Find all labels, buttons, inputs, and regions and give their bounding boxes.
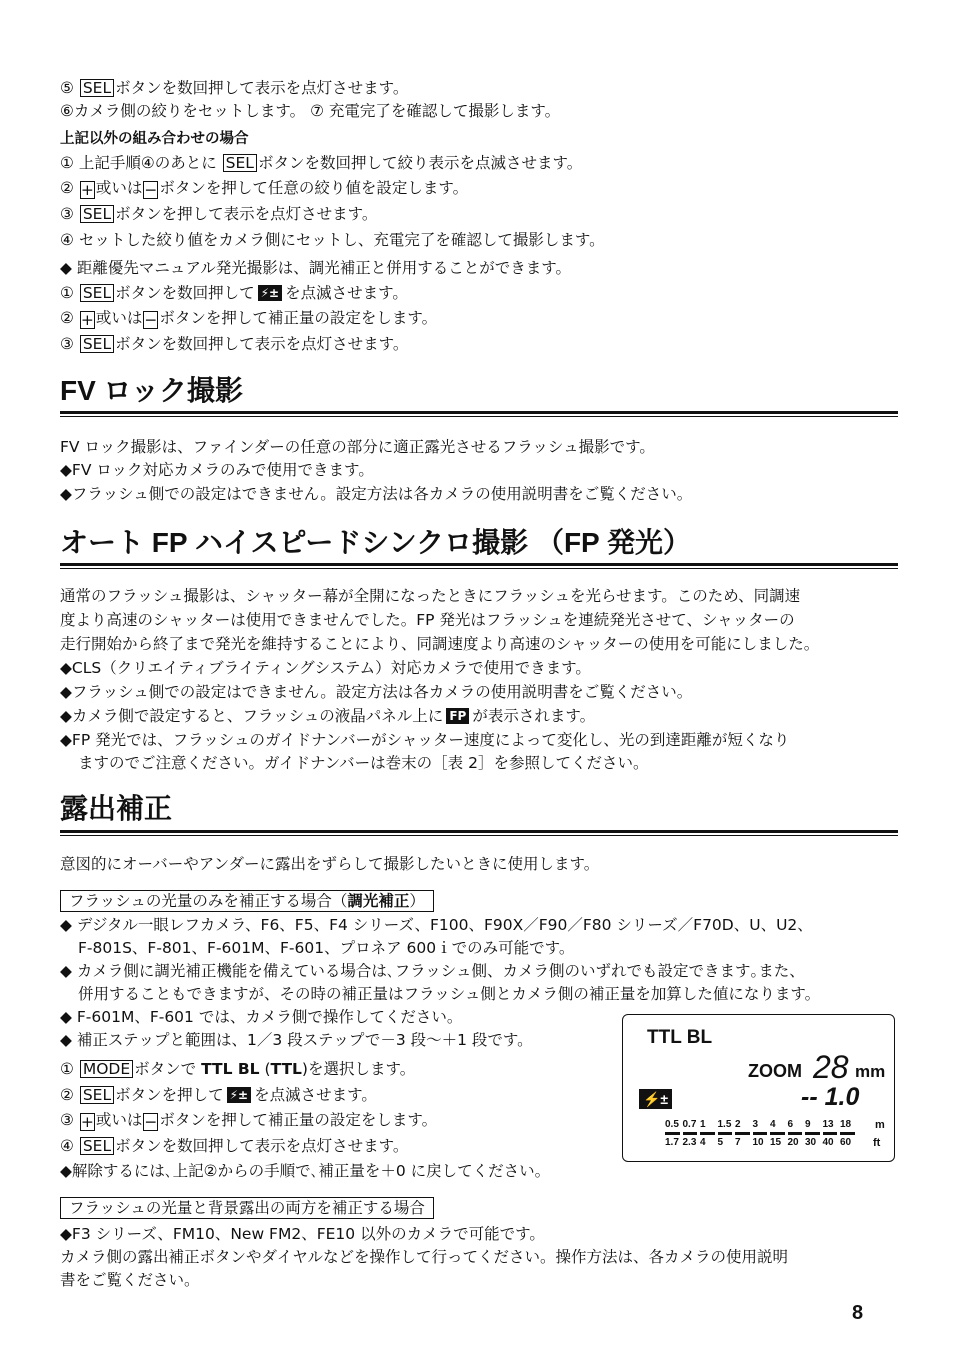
combo-step-4: ④ セットした絞り値をカメラ側にセットし、充電完了を確認して撮影します。	[60, 231, 605, 249]
sel-key: SEL	[80, 205, 114, 223]
fp-paragraph-line-2: 度より高速のシャッターは使用できませんでした。FP 発光はフラッシュを連続発光させて、シャッターの	[60, 611, 795, 629]
scale-m-label: 13	[822, 1119, 834, 1130]
scale-segment	[683, 1132, 698, 1135]
fv-paragraph: FV ロック撮影は、ファインダーの任意の部分に適正露光させるフラッシュ撮影です。	[60, 438, 655, 456]
scale-ft-label: 1.7	[665, 1137, 679, 1148]
scale-segment	[788, 1132, 803, 1135]
fp-paragraph-line-3: 走行開始から終了まで発光を維持することにより、同調速度より高速のシャッターの使用を可能にしました。	[60, 635, 820, 653]
scale-ft-label: 2.3	[682, 1137, 697, 1148]
sel-key: SEL	[80, 284, 114, 302]
scale-segment	[665, 1132, 680, 1135]
sel-key: SEL	[80, 79, 114, 97]
scale-m-label: 0.7	[682, 1119, 697, 1130]
ec2-bullet: ◆F3 シリーズ、FM10、New FM2、FE10 以外のカメラで可能です。	[60, 1225, 545, 1243]
ec-step-3: ③ + 或いは − ボタンを押して補正量の設定をします。	[60, 1111, 438, 1131]
fp-paragraph-line-1: 通常のフラッシュ撮影は、シャッター幕が全開になったときにフラッシュを光らせます。このため、同調速	[60, 587, 801, 605]
ec-paragraph: 意図的にオーバーやアンダーに露出をずらして撮影したいときに使用します。	[60, 855, 600, 873]
ec-cancel-note: ◆解除するには､上記②からの手順で､補正量を＋0 に戻してください｡	[60, 1162, 543, 1180]
heading-rule	[60, 411, 898, 417]
heading-auto-fp: オート FP ハイスピードシンクロ撮影 （FP 発光）	[60, 527, 692, 558]
fv-bullet-1: ◆FV ロック対応カメラのみで使用できます。	[60, 461, 374, 479]
scale-segment	[840, 1132, 855, 1135]
scale-m-label: 1	[700, 1119, 706, 1130]
plus-key: +	[80, 181, 94, 199]
sel-key: SEL	[80, 1086, 114, 1104]
heading-rule	[60, 830, 898, 836]
ec2-paragraph-line-1: カメラ側の露出補正ボタンやダイヤルなどを操作して行ってください。操作方法は、各カメラの使用説明	[60, 1248, 789, 1266]
scale-m-label: 1.5	[717, 1119, 732, 1130]
mode-key: MODE	[80, 1060, 133, 1078]
plus-key: +	[80, 1113, 94, 1131]
scale-m-label: 18	[840, 1119, 852, 1130]
ec-step-1: ① MODE ボタンで TTL BL (TTL)を選択します。	[60, 1060, 416, 1078]
scale-m-label: 2	[735, 1119, 741, 1130]
ec-bullet-4: ◆ 補正ステップと範囲は、1／3 段ステップで－3 段～＋1 段です。	[60, 1031, 533, 1049]
box-flash-only-comp: フラッシュの光量のみを補正する場合（調光補正）	[60, 890, 434, 912]
ec-bullet-3: ◆ F-601M、F-601 では、カメラ側で操作してください。	[60, 1008, 463, 1026]
fp-icon: FP	[446, 708, 469, 724]
scale-ft-label: 30	[805, 1137, 817, 1148]
scale-ft-label: 20	[787, 1137, 799, 1148]
distance-priority-note: ◆ 距離優先マニュアル発光撮影は、調光補正と併用することができます。	[60, 259, 571, 277]
dp-step-2: ② + 或いは − ボタンを押して補正量の設定をします。	[60, 309, 438, 329]
scale-segment	[823, 1132, 838, 1135]
lcd-flash-comp-icon: ⚡±	[639, 1089, 672, 1109]
fp-bullet-1: ◆CLS（クリエイティブライティングシステム）対応カメラで使用できます。	[60, 659, 591, 677]
lcd-zoom-label: ZOOM	[748, 1061, 802, 1081]
scale-ft-label: 7	[735, 1137, 741, 1148]
ec-step-4: ④ SEL ボタンを数回押して表示を点灯させます。	[60, 1137, 409, 1155]
combo-step-1: ① 上記手順④のあとに SEL ボタンを数回押して絞り表示を点滅させます。	[60, 154, 583, 172]
scale-ft-label: 10	[752, 1137, 764, 1148]
lcd-comp-value: -- 1.0	[801, 1083, 860, 1111]
scale-m-label: 0.5	[665, 1119, 679, 1130]
minus-key: −	[144, 1113, 158, 1131]
fp-bullet-4: ◆FP 発光では、フラッシュのガイドナンバーがシャッター速度によって変化し、光の到達距離が短くなり	[60, 731, 790, 749]
lcd-zoom-value: 28	[813, 1049, 849, 1085]
scale-m-label: 3	[752, 1119, 759, 1130]
fv-bullet-2: ◆フラッシュ側での設定はできません。設定方法は各カメラの使用説明書をご覧ください。	[60, 485, 693, 503]
lcd-zoom-unit: mm	[855, 1062, 886, 1081]
scale-ft-label: 5	[717, 1137, 724, 1148]
ec-bullet-2-cont: 併用することもできますが、その時の補正量はフラッシュ側とカメラ側の補正量を加算した値になります。	[78, 985, 821, 1003]
ec-step-2: ② SEL ボタンを押して ⚡± を点滅させます。	[60, 1086, 377, 1104]
scale-ft-label: 60	[840, 1137, 852, 1148]
scale-ft-label: 15	[770, 1137, 782, 1148]
fp-bullet-2: ◆フラッシュ側での設定はできません。設定方法は各カメラの使用説明書をご覧ください。	[60, 683, 693, 701]
minus-key: −	[144, 311, 158, 329]
subheading-other-combo: 上記以外の組み合わせの場合	[60, 131, 249, 147]
combo-step-3: ③ SEL ボタンを押して表示を点灯させます。	[60, 205, 378, 223]
box-flash-and-background: フラッシュの光量と背景露出の両方を補正する場合	[60, 1197, 434, 1219]
scale-m-label: 4	[770, 1119, 776, 1130]
sel-key: SEL	[80, 335, 114, 353]
lcd-mode: TTL BL	[647, 1027, 713, 1048]
scale-segment	[770, 1132, 785, 1135]
flash-comp-icon: ⚡±	[258, 285, 282, 301]
step-5: ⑤ SEL ボタンを数回押して表示を点灯させます。	[60, 79, 409, 97]
sel-key: SEL	[80, 1137, 114, 1155]
scale-segment	[805, 1132, 820, 1135]
plus-key: +	[80, 311, 94, 329]
ec-bullet-1-cont: F-801S、F-801、F-601M、F-601、プロネア 600ｉでのみ可能です。	[78, 939, 575, 957]
fp-bullet-4-cont: ますのでご注意ください。ガイドナンバーは巻末の［表 2］を参照してください。	[78, 754, 649, 772]
minus-key: −	[144, 181, 158, 199]
ec-bullet-1: ◆ デジタル一眼レフカメラ、F6、F5、F4 シリーズ、F100、F90X／F90／F80 シリーズ／F70D、U、U2、	[60, 916, 813, 934]
flash-comp-icon: ⚡±	[227, 1087, 251, 1103]
scale-ft-label: 4	[700, 1137, 706, 1148]
lcd-panel	[622, 1014, 895, 1162]
scale-m-label: 6	[787, 1119, 794, 1130]
heading-fv-lock: FV ロック撮影	[60, 375, 243, 406]
step-6-7: ⑥カメラ側の絞りをセットします。 ⑦ 充電完了を確認して撮影します。	[60, 102, 561, 120]
dp-step-3: ③ SEL ボタンを数回押して表示を点灯させます。	[60, 335, 409, 353]
scale-segment	[753, 1132, 768, 1135]
fp-bullet-3: ◆カメラ側で設定すると、フラッシュの液晶パネル上に FP が表示されます。	[60, 707, 596, 725]
ec2-paragraph-line-2: 書をご覧ください。	[60, 1271, 200, 1289]
scale-segment	[735, 1132, 750, 1135]
sel-key: SEL	[223, 154, 257, 172]
lcd-unit-ft: ft	[873, 1137, 881, 1149]
scale-segment	[700, 1132, 715, 1135]
scale-ft-label: 40	[822, 1137, 834, 1148]
page-number: 8	[852, 1302, 864, 1324]
lcd-distance-scale	[665, 1119, 885, 1155]
heading-exposure-comp: 露出補正	[60, 793, 173, 824]
dp-step-1: ① SEL ボタンを数回押して ⚡± を点滅させます。	[60, 284, 408, 302]
scale-m-label: 9	[805, 1119, 811, 1130]
lcd-unit-m: m	[875, 1119, 885, 1131]
combo-step-2: ② + 或いは − ボタンを押して任意の絞り値を設定します。	[60, 179, 469, 199]
heading-rule	[60, 563, 898, 569]
scale-segment	[718, 1132, 733, 1135]
ec-bullet-2: ◆ カメラ側に調光補正機能を備えている場合は､フラッシュ側、カメラ側のいずれでも設定できます｡また、	[60, 962, 805, 980]
